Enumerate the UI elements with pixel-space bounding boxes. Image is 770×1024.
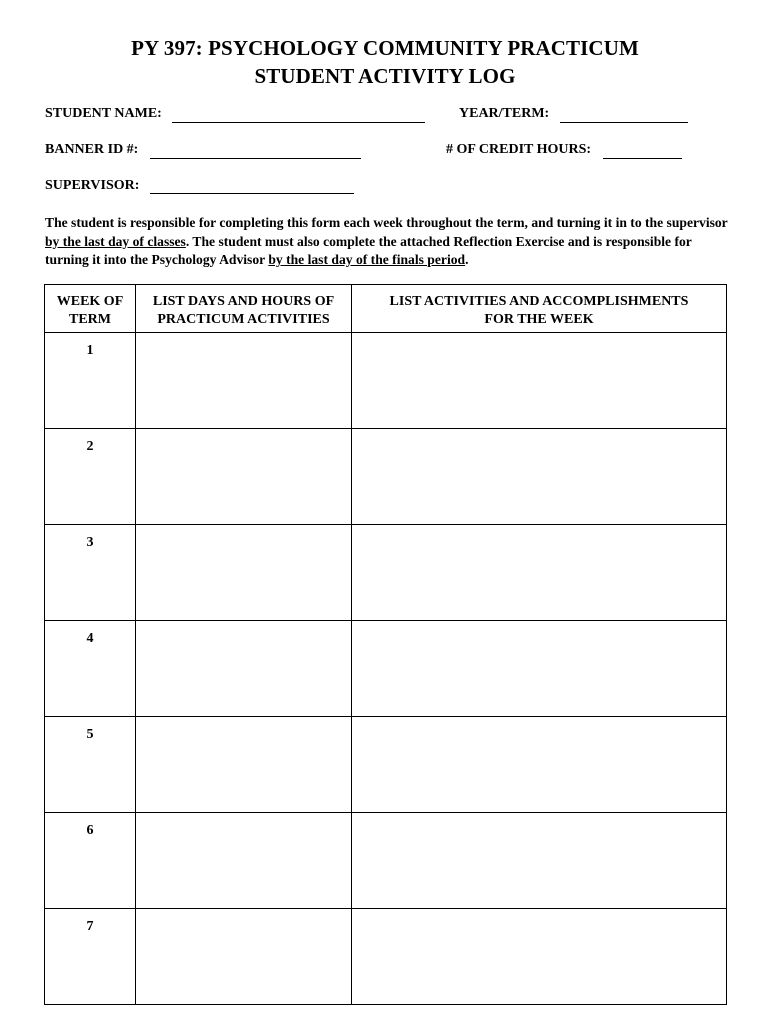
activities-header-line: FOR THE WEEK [484,312,594,327]
form-title: PY 397: PSYCHOLOGY COMMUNITY PRACTICUM [131,36,639,60]
instructions-text: . [465,252,469,267]
year-term-label: YEAR/TERM: [459,106,550,121]
week-number [45,813,136,909]
classes-deadline: by the last day of classes [45,233,186,249]
activities-cell[interactable] [352,813,727,909]
table-row [45,717,727,813]
days-hours-cell[interactable] [136,525,352,621]
week-number-label: 2 [86,439,94,454]
instructions-text: The student is responsible for completing this form each week throughout the term, and turning it in to the supervisor [45,215,728,230]
days-header-line: LIST DAYS AND HOURS OF [152,294,335,309]
week-number [45,909,136,1005]
table-row [45,333,727,429]
student-name-label: STUDENT NAME: [45,106,162,121]
activities-cell[interactable] [352,333,727,429]
form-subtitle: STUDENT ACTIVITY LOG [254,64,516,88]
week-column-header [45,285,136,333]
table-row [45,429,727,525]
supervisor-field[interactable] [150,193,354,194]
activities-cell[interactable] [352,621,727,717]
student-name-field[interactable] [172,122,425,123]
week-number [45,429,136,525]
year-term-field[interactable] [560,122,688,123]
days-header-line: PRACTICUM ACTIVITIES [157,312,330,327]
week-number-label: 5 [86,727,94,742]
credit-hours-label: # OF CREDIT HOURS: [446,142,592,157]
activity-log-table [44,284,727,1005]
days-hours-cell[interactable] [136,429,352,525]
table-row [45,621,727,717]
week-header-line: TERM [69,312,111,327]
activities-cell[interactable] [352,429,727,525]
activities-cell[interactable] [352,909,727,1005]
week-number-label: 1 [86,343,94,358]
banner-id-field[interactable] [150,158,361,159]
table-row [45,525,727,621]
credit-hours-field[interactable] [603,158,682,159]
supervisor-label: SUPERVISOR: [45,178,140,193]
activities-column-header [352,285,727,333]
days-hours-cell[interactable] [136,621,352,717]
week-number [45,621,136,717]
days-hours-cell[interactable] [136,909,352,1005]
days-hours-column-header [136,285,352,333]
week-number-label: 4 [86,631,94,646]
instructions-text: . The student must also complete the attached Reflection Exercise and is responsible for turning it into the Psychology Advisor [45,233,692,267]
week-number-label: 3 [86,535,94,550]
days-hours-cell[interactable] [136,813,352,909]
table-header-row [45,285,727,333]
activities-cell[interactable] [352,717,727,813]
table-row [45,909,727,1005]
days-hours-cell[interactable] [136,717,352,813]
activities-cell[interactable] [352,525,727,621]
week-number-label: 6 [86,823,94,838]
week-header-line: WEEK OF [56,294,124,309]
table-row [45,813,727,909]
week-number-label: 7 [86,919,94,934]
activities-header-line: LIST ACTIVITIES AND ACCOMPLISHMENTS [389,294,689,309]
week-number [45,333,136,429]
finals-deadline: by the last day of the finals period [268,252,466,267]
instructions-paragraph [45,214,735,270]
week-number [45,525,136,621]
week-number [45,717,136,813]
days-hours-cell[interactable] [136,333,352,429]
banner-id-label: BANNER ID #: [45,142,139,157]
